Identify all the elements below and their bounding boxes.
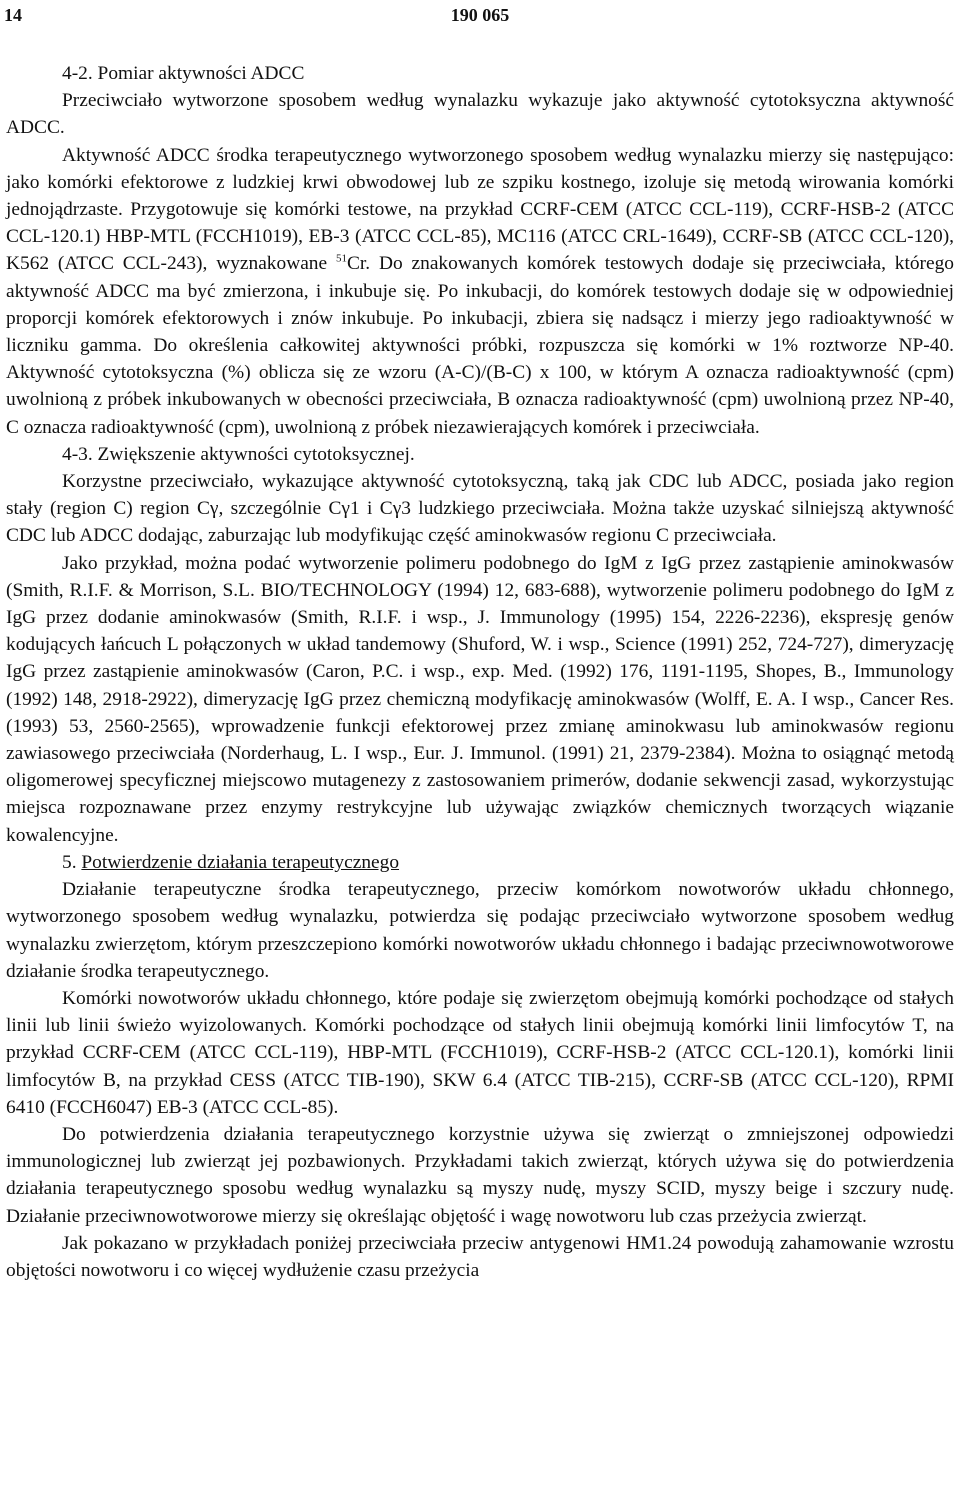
page-header xyxy=(0,2,960,30)
patent-number: 190 065 xyxy=(450,5,510,25)
section-heading-4-2: 4-2. Pomiar aktywności ADCC xyxy=(62,63,305,84)
section-title: Potwierdzenie działania terapeutycznego xyxy=(81,851,400,873)
section-heading-4-3: 4-3. Zwiększenie aktywności cytotoksycznej. xyxy=(62,443,415,465)
paragraph: Przeciwciało wytworzone sposobem według wynalazku wykazuje jako aktywność cytotoksyczna aktywność ADCC. xyxy=(6,90,954,139)
paragraph: Działanie terapeutyczne środka terapeutycznego, przeciw komórkom nowotworów układu chłonnego, wytworzonego sposobem według wynalazku, potwierdza się podając przeciwciało wytworzone sposobem według wynalazku zwierzętom, którym przeszczepiono komórki nowotworów układu chłonnego i badając przeciwnowotworowe działanie środka terapeutycznego. xyxy=(6,879,954,982)
page-number: 14 xyxy=(4,5,22,25)
paragraph: Komórki nowotworów układu chłonnego, które podaje się zwierzętom obejmują komórki pochodzące od stałych linii lub linii świeżo wyizolowanych. Komórki pochodzące od stałych linii obejmują komórki linii limfocytów T, na przykład CCRF-CEM (ATCC CCL-119), HBP-MTL (FCCH1019), CCRF-HSB-2 (ATCC CCL-120.1), komórki linii limfocytów B, na przykład CESS (ATCC TIB-190), SKW 6.4 (ATCC TIB-215), CCRF-SB (ATCC CCL-120), RPMI 6410 (FCCH6047) EB-3 (ATCC CCL-85). xyxy=(6,987,954,1118)
paragraph-text: Aktywność ADCC środka terapeutycznego wytworzonego sposobem według wynalazku mierzy się następująco: jako komórki efektorowe z ludzkiej krwi obwodowej lub ze szpiku kostnego, izoluje się metodą wirowania komórki jednojądrzaste. Przygotowuje się komórki testowe, na przykład CCRF-CEM (ATCC CCL-119), CCRF-HSB-2 (ATCC CCL-120.1) HBP-MTL (FCCH1019), EB-3 (ATCC CCL-85), MC116 (ATCC CRL-1649), CCRF-SB (ATCC CCL-120), K562 (ATCC CCL-243), wyznakowane xyxy=(6,144,954,275)
paragraph: Jak pokazano w przykładach poniżej przeciwciała przeciw antygenowi HM1.24 powodują zahamowanie wzrostu objętości nowotworu i co więcej wydłużenie czasu przeżycia xyxy=(6,1232,954,1281)
paragraph-text: Cr. Do znakowanych komórek testowych dodaje się przeciwciała, którego aktywność ADCC ma być zmierzona, i inkubuje się. Po inkubacji, do komórek testowych dodaje się w odpowiedniej proporcji komórek efektorowych i znów inkubuje. Po inkubacji, zbiera się nadsącz i mierzy jego radioaktywność w liczniku gamma. Do określenia całkowitej aktywności próbki, rozpuszcza się komórki w 1% roztworze NP-40. Aktywność cytotoksyczna (%) oblicza się ze wzoru (A-C)/(B-C) x 100, w którym A oznacza radioaktywność (cpm) uwolnioną z próbek inkubowanych w obecności przeciwciała, B oznacza radioaktywność (cpm) uwolnioną przez NP-40, C oznacza radioaktywność (cpm), uwolnioną z próbek niezawierających komórek i przeciwciała. xyxy=(6,253,954,438)
paragraph: Korzystne przeciwciało, wykazujące aktywność cytotoksyczną, taką jak CDC lub ADCC, posiada jako region stały (region C) region Cγ, szczególnie Cγ1 i Cγ3 ludzkiego przeciwciała. Można także uzyskać silniejszą aktywność CDC lub ADCC dodając, zaburzając lub modyfikując część aminokwasów regionu C przeciwciała. xyxy=(6,471,954,547)
paragraph: Jako przykład, można podać wytworzenie polimeru podobnego do IgM z IgG przez zastąpienie aminokwasów (Smith, R.I.F. & Morrison, S.L. BIO/TECHNOLOGY (1994) 12, 683-688), wytworzenie polimeru podobnego do IgM z IgG przez dodanie aminokwasów (Smith, R.I.F. i wsp., J. Immunology (1995) 154, 2226-2236), ekspresję genów kodujących łańcuch L połączonych w układ tandemowy (Shuford, W. i wsp., Science (1991) 252, 724-727), dimeryzację IgG przez zastąpienie aminokwasów (Caron, P.C. i wsp., exp. Med. (1992) 176, 1191-1195, Shopes, B., Immunology (1992) 148, 2918-2922), dimeryzację IgG przez chemiczną modyfikację aminokwasów (Wolff, E. A. I wsp., Cancer Res. (1993) 53, 2560-2565), wprowadzenie funkcji efektorowej przez zmianę aminokwasu lub aminokwasów regionu zawiasowego przeciwciała (Norderhaug, L. I wsp., Eur. J. Immunol. (1991) 21, 2379-2384). Można to osiągnąć metodą oligomerowej specyficznej miejscowo mutagenezy z zastosowaniem primerów, dodanie sekwencji zasad, wykorzystując miejsca rozpoznawane przez enzymy restrykcyjne lub używając związków chemicznych tworzących wiązanie kowalencyjne. xyxy=(6,552,954,846)
paragraph: Do potwierdzenia działania terapeutycznego korzystnie używa się zwierząt o zmniejszonej odpowiedzi immunologicznej lub zwierząt jej pozbawionych. Przykładami takich zwierząt, których używa się do potwierdzenia działania terapeutycznego sposobu według wynalazku są myszy nudę, myszy SCID, myszy beige i szczury nudę. Działanie przeciwnowotworowe mierzy się określając objętość i wagę nowotworu lub czas przeżycia zwierząt. xyxy=(6,1123,954,1227)
section-number: 5. xyxy=(62,851,82,873)
section-heading-5 xyxy=(6,849,954,876)
paragraph-adcc-method xyxy=(6,142,954,441)
superscript-isotope: 51 xyxy=(335,252,347,265)
document-body xyxy=(6,60,954,1284)
